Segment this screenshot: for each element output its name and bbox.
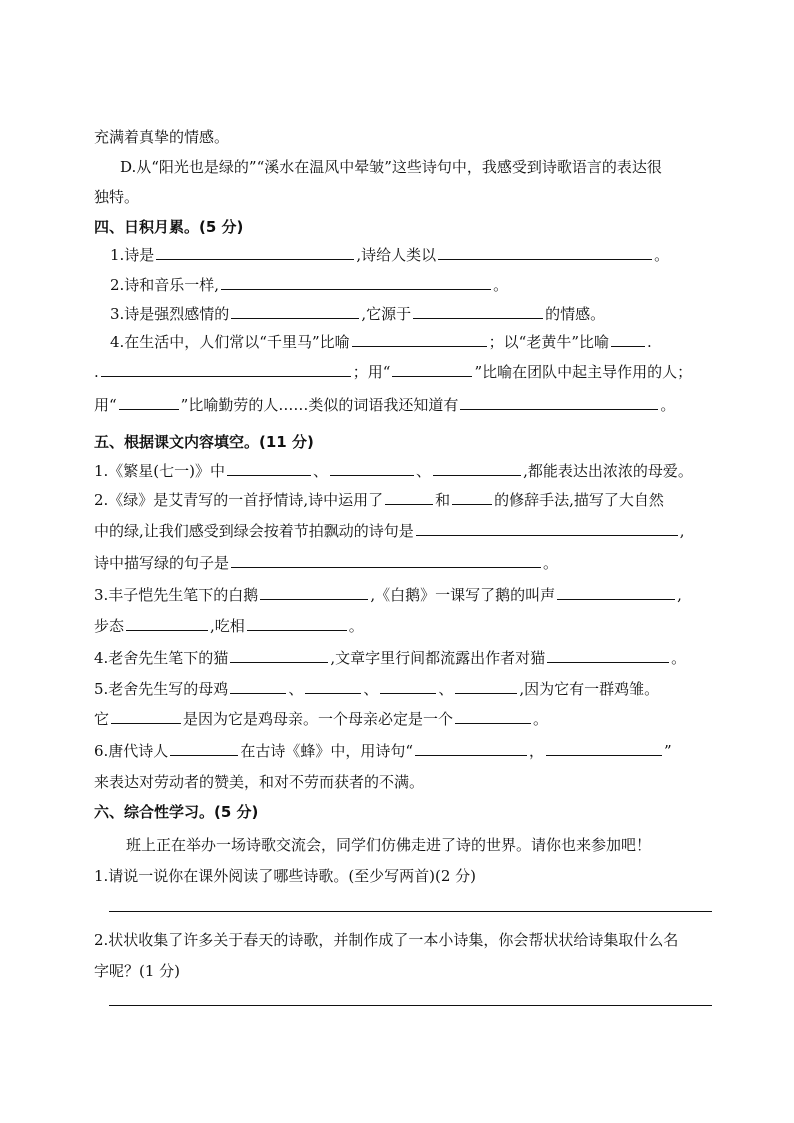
answer-blank[interactable] (260, 585, 368, 600)
answer-blank[interactable] (413, 304, 543, 319)
s4-q4-cont2: 用“ ”比喻勤劳的人……类似的词语我还知道有 。 (94, 396, 676, 414)
s5-q2: 2.《绿》是艾青写的一首抒情诗,诗中运用了 和 的修辞手法,描写了大自然 (94, 491, 664, 509)
answer-blank[interactable] (547, 648, 669, 663)
section-4-title: 四、日积月累。(5 分) (94, 218, 244, 236)
answer-blank[interactable] (305, 679, 361, 694)
s5-q1: 1.《繁星(七一)》中 、 、 ,都能表达出浓浓的母爱。 (94, 462, 693, 480)
s5-q2-cont1: 中的绿,让我们感受到绿会按着节拍飘动的诗句是 , (94, 522, 685, 540)
answer-blank[interactable] (126, 616, 208, 631)
answer-line[interactable] (109, 911, 712, 912)
answer-blank[interactable] (170, 741, 238, 756)
option-c-tail: 充满着真挚的情感。 (94, 128, 230, 146)
s6-q2-cont: 字呢？(1 分) (94, 962, 181, 980)
answer-blank[interactable] (438, 245, 652, 260)
answer-blank[interactable] (111, 709, 181, 724)
s4-q1: 1.诗是 ,诗给人类以 。 (110, 246, 670, 264)
answer-blank[interactable] (230, 648, 328, 663)
answer-blank[interactable] (330, 461, 414, 476)
s6-intro: 班上正在举办一场诗歌交流会，同学们仿佛走进了诗的世界。请你也来参加吧！ (126, 836, 652, 854)
answer-blank[interactable] (460, 395, 658, 410)
answer-blank[interactable] (231, 304, 359, 319)
section-5-title: 五、根据课文内容填空。(11 分) (94, 433, 314, 451)
answer-blank[interactable] (101, 362, 351, 377)
s6-q1: 1.请说一说你在课外阅读了哪些诗歌。(至少写两首)(2 分) (94, 867, 477, 885)
answer-blank[interactable] (433, 461, 521, 476)
answer-line[interactable] (109, 1005, 712, 1006)
answer-blank[interactable] (392, 362, 472, 377)
answer-blank[interactable] (227, 461, 311, 476)
answer-blank[interactable] (385, 490, 433, 505)
answer-blank[interactable] (611, 332, 645, 347)
answer-blank[interactable] (557, 585, 675, 600)
section-6-title: 六、综合性学习。(5 分) (94, 803, 259, 821)
s5-q4: 4.老舍先生笔下的猫 ,文章字里行间都流露出作者对猫 。 (94, 649, 687, 667)
s6-q2: 2.状状收集了许多关于春天的诗歌，并制作成了一本小诗集，你会帮状状给诗集取什么名 (94, 931, 679, 949)
s5-q3-cont: 步态 ,吃相 。 (94, 617, 364, 635)
answer-blank[interactable] (416, 521, 678, 536)
answer-blank[interactable] (119, 395, 179, 410)
answer-blank[interactable] (247, 616, 347, 631)
answer-blank[interactable] (352, 332, 487, 347)
s4-q2: 2.诗和音乐一样, 。 (110, 276, 509, 294)
answer-blank[interactable] (452, 490, 492, 505)
answer-blank[interactable] (455, 709, 531, 724)
answer-blank[interactable] (230, 679, 286, 694)
s5-q5-cont: 它 是因为它是鸡母亲。一个母亲必定是一个 。 (94, 710, 549, 728)
s5-q6: 6.唐代诗人 在古诗《蜂》中，用诗句“ ， ” (94, 742, 672, 760)
answer-blank[interactable] (415, 741, 527, 756)
answer-blank[interactable] (455, 679, 517, 694)
option-d: D.从“阳光也是绿的”“溪水在温风中晕皱”这些诗句中，我感受到诗歌语言的表达很 (120, 158, 662, 176)
answer-blank[interactable] (231, 553, 541, 568)
answer-blank[interactable] (156, 245, 354, 260)
answer-blank[interactable] (380, 679, 436, 694)
s5-q5: 5.老舍先生写的母鸡 、 、 、 ,因为它有一群鸡雏。 (94, 680, 660, 698)
answer-blank[interactable] (221, 275, 491, 290)
s4-q4: 4.在生活中，人们常以“千里马”比喻 ；以“老黄牛”比喻 . (110, 333, 652, 351)
s4-q3: 3.诗是强烈感情的 ,它源于 的情感。 (110, 305, 606, 323)
s5-q6-cont: 来表达对劳动者的赞美，和对不劳而获者的不满。 (94, 773, 425, 791)
s5-q2-cont2: 诗中描写绿的句子是 。 (94, 554, 559, 572)
answer-blank[interactable] (546, 741, 662, 756)
option-d-tail: 独特。 (94, 188, 140, 206)
s5-q3: 3.丰子恺先生笔下的白鹅 ,《白鹅》一课写了鹅的叫声 , (94, 586, 682, 604)
s4-q4-cont1: . ；用“ ”比喻在团队中起主导作用的人； (94, 363, 693, 381)
